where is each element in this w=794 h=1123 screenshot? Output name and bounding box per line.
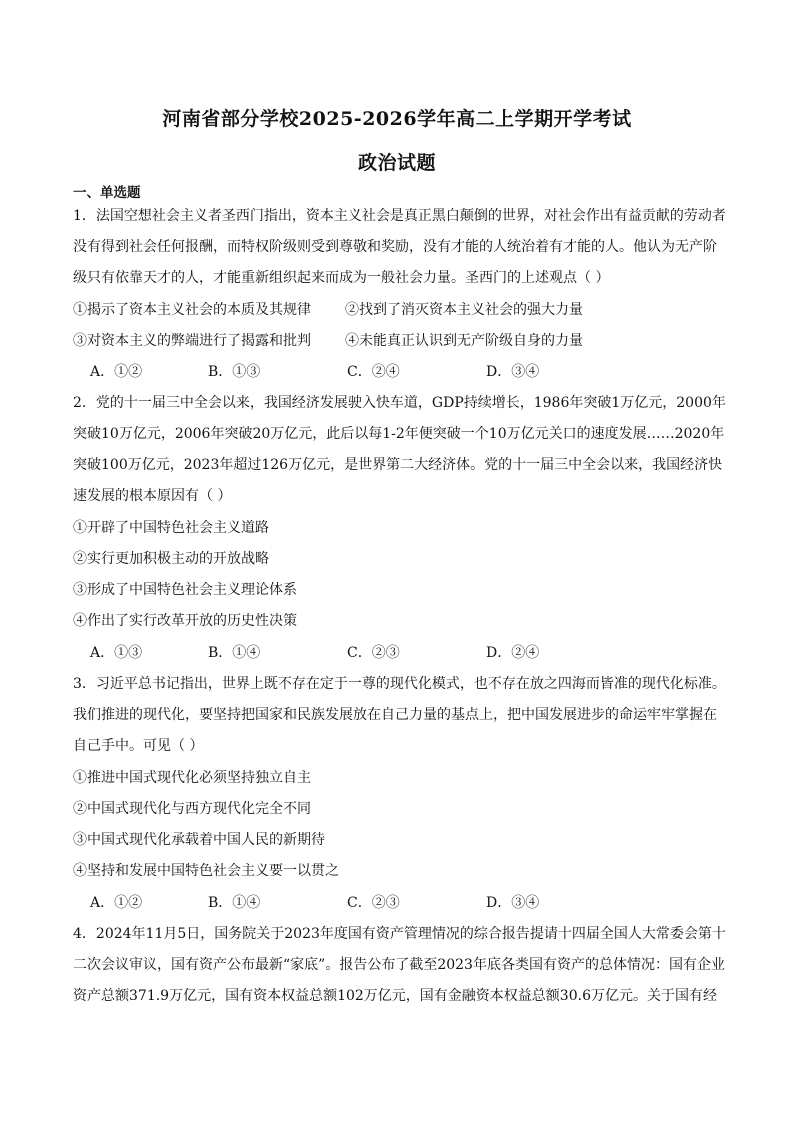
statement: ②实行更加积极主动的开放战略 [73, 551, 269, 567]
answer-choice-c: C．②③ [347, 895, 400, 911]
answer-choice-c: C．②④ [347, 364, 400, 380]
question-text-line: 级只有依靠天才的人，才能重新组织起来而成为一般社会力量。圣西门的上述观点（ ） [73, 270, 610, 286]
question-text-line: 没有得到社会任何报酬，而特权阶级则受到尊敬和奖励，没有才能的人统治着有才能的人。他认为无产阶 [73, 239, 717, 255]
exam-subject: 政治试题 [357, 152, 436, 174]
answer-choice-d: D．②④ [486, 645, 540, 661]
answer-choice-a: A．①② [90, 364, 143, 380]
section-heading: 一、单选题 [73, 185, 141, 201]
question-text-line: 速发展的根本原因有（ ） [73, 488, 232, 504]
statement: ③形成了中国特色社会主义理论体系 [73, 582, 297, 598]
answer-choice-d: D．③④ [486, 895, 540, 911]
question-text-line: 4．2024年11月5日，国务院关于2023年度国有资产管理情况的综合报告提请十四届全国人大常委会第十 [73, 926, 726, 942]
question-text-line: 突破100万亿元，2023年超过126万亿元，是世界第二大经济体。党的十一届三中全会以来，我国经济快 [73, 457, 723, 473]
answer-choice-a: A．①② [90, 895, 143, 911]
statement: ①推进中国式现代化必须坚持独立自主 [73, 770, 311, 786]
answer-choice-c: C．②③ [347, 645, 400, 661]
question-text-line: 3．习近平总书记指出，世界上既不存在定于一尊的现代化模式，也不存在放之四海而皆准的现代化标准。 [73, 676, 726, 692]
statement: ④坚持和发展中国特色社会主义要一以贯之 [73, 863, 339, 879]
answer-choice-b: B．①④ [208, 645, 261, 661]
statement: ③对资本主义的弊端进行了揭露和批判 [73, 333, 311, 349]
answer-choice-a: A．①③ [90, 645, 143, 661]
question-text-line: 1．法国空想社会主义者圣西门指出，资本主义社会是真正黑白颠倒的世界，对社会作出有益贡献的劳动者 [73, 208, 726, 224]
statement: ③中国式现代化承载着中国人民的新期待 [73, 832, 325, 848]
question-text-line: 自己手中。可见（ ） [73, 738, 204, 754]
exam-title: 河南省部分学校2025-2026学年高二上学期开学考试 [162, 108, 632, 130]
answer-choice-d: D．③④ [486, 364, 540, 380]
question-text-line: 我们推进的现代化，要坚持把国家和民族发展放在自己力量的基点上，把中国发展进步的命运牢牢掌握在 [73, 707, 717, 723]
statement: ②中国式现代化与西方现代化完全不同 [73, 801, 311, 817]
statement: ④作出了实行改革开放的历史性决策 [73, 613, 297, 629]
question-text-line: 二次会议审议，国有资产公布最新“家底”。报告公布了截至2023年底各类国有资产的总体情况：国有企业 [73, 957, 725, 973]
statement: ②找到了消灭资本主义社会的强大力量 [345, 302, 583, 318]
answer-choice-b: B．①③ [208, 364, 261, 380]
answer-choice-b: B．①④ [208, 895, 261, 911]
question-text-line: 2．党的十一届三中全会以来，我国经济发展驶入快车道，GDP持续增长，1986年突破1万亿元，2000年 [73, 395, 726, 411]
question-text-line: 资产总额371.9万亿元，国有资本权益总额102万亿元，国有金融资本权益总额30.6万亿元。关于国有经 [73, 988, 717, 1004]
statement: ①揭示了资本主义社会的本质及其规律 [73, 302, 311, 318]
statement: ④未能真正认识到无产阶级自身的力量 [345, 333, 583, 349]
question-text-line: 突破10万亿元，2006年突破20万亿元，此后以每1-2年便突破一个10万亿元关口的速度发展……2020年 [73, 426, 725, 442]
statement: ①开辟了中国特色社会主义道路 [73, 520, 269, 536]
